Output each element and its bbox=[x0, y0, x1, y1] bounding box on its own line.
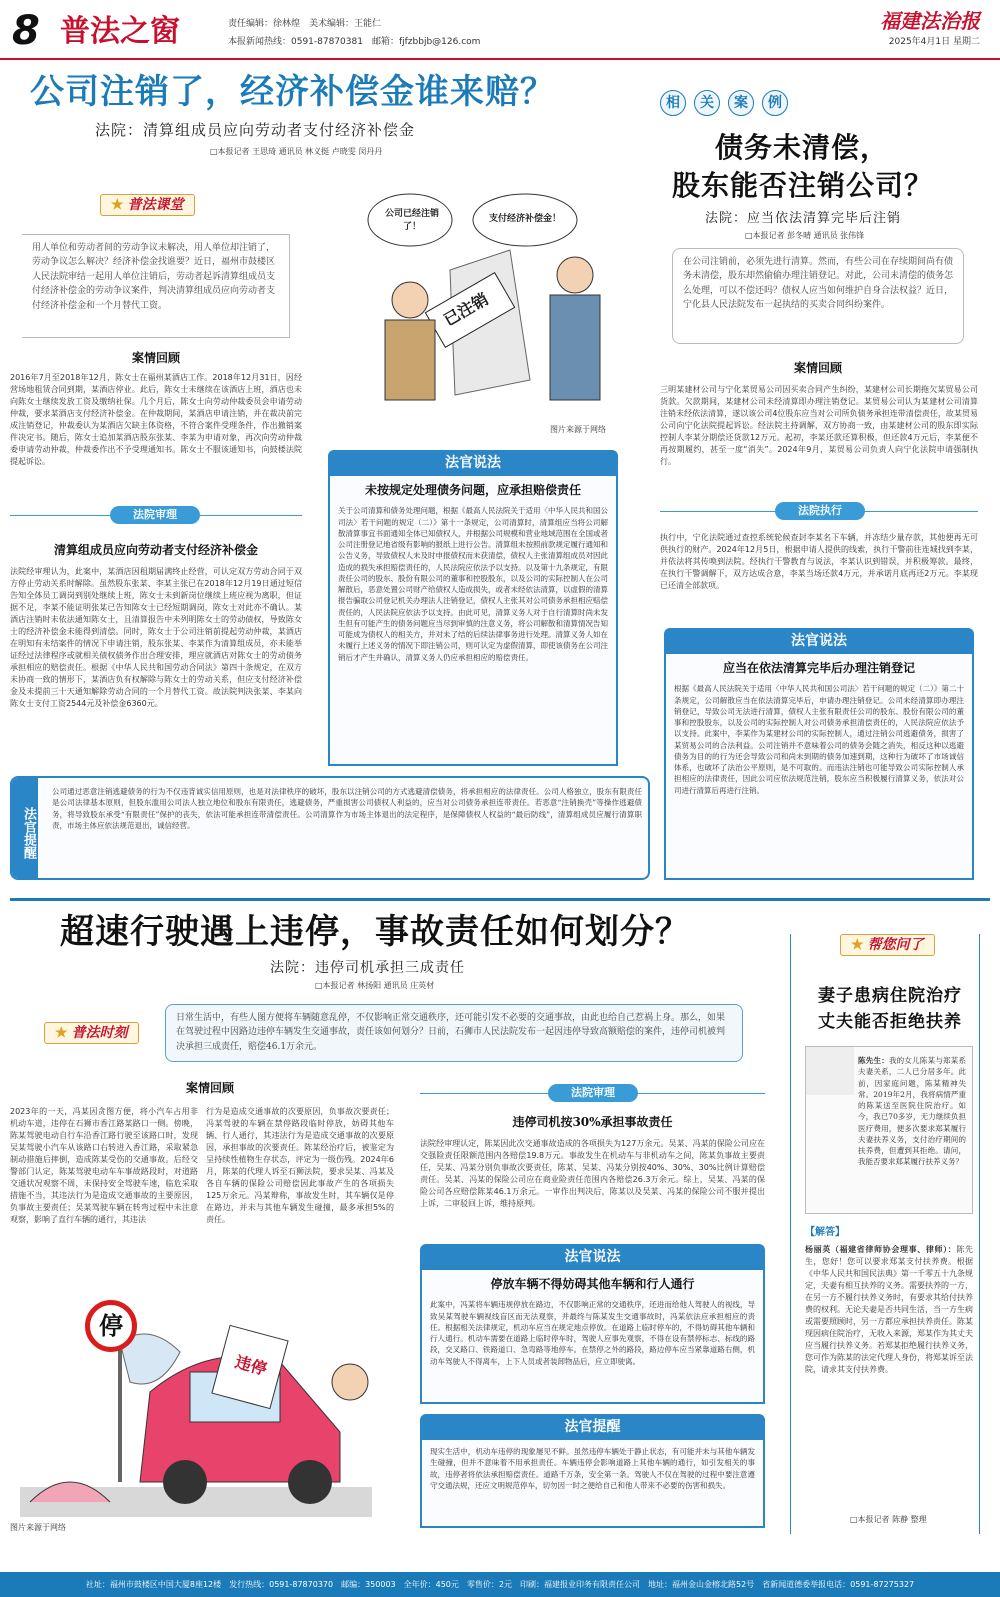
article1-image-caption: 图片来源于网络 bbox=[550, 425, 606, 434]
article2-judge-band: 法官说法 bbox=[420, 1244, 765, 1270]
article2-remind-band: 法官提醒 bbox=[420, 1414, 765, 1440]
help-answer-wrap bbox=[805, 1244, 973, 1509]
cases-exec-pill: 法院执行 bbox=[775, 502, 865, 520]
newspaper-logo: 福建法治报 bbox=[880, 9, 980, 33]
reminder1-text: 公司通过恶意注销逃避债务的行为不仅违背诚实信用原则，也是对法律秩序的破坏，股东以注销公司的方式逃避清偿债务，将承担相应的法律责任。公司人格独立，股东有限责任是公司法律基本原则，但股东滥用公司法人独立地位和股东有限责任，逃避债务，严重损害公司债权人利益的，应当对公司债务承担连带责任。若恶意“注销换壳”等操作逃避债务，将导致股东承受“有限责任”保护的丧失，依法可能承担连带清偿责任。公司清算作为市场主体退出的法定程序，是保障债权人权益的“最后防线”，清算组成员应履行清算职责，市场主体应依法规范退出，诚信经营。 bbox=[52, 787, 642, 830]
bubble-left: 公司已经注销了！ bbox=[384, 209, 439, 233]
footer: 社址：福州市鼓楼区中国大厦8座12楼 发行热线：0591-87870370 邮编：350003 全年价：450元 零售价：2元 印刷：福建报业印务有限责任公司 地址：福州金山金榕北路52号 省新闻道德委举报电话：0591-87275327 bbox=[0, 1572, 1000, 1597]
article2-remind-box bbox=[420, 1440, 765, 1528]
article2-trial-title: 违停司机按30%承担事故责任 bbox=[512, 1115, 673, 1129]
question-figure bbox=[806, 1047, 854, 1095]
article1-case-text: 2016年7月至2018年12月，陈女士在福州某酒店工作。2018年12月31日，因经营场地租赁合同到期，某酒店停业。此后，陈女士未继续在该酒店上班，酒店也未向陈女士继续发放工资及缴纳社保。几个月后，陈女士向劳动仲裁委员会申请劳动仲裁，要求某酒店支付经济补偿金。在仲裁期间，某酒店申请注销，并在裁决前完成注销登记，仲裁委认为某酒店欠缺主体资格，不符合案件受理条件，作出撤销案件决定书。随后，陈女士追加某酒店股东张某、李某为申请对象，再次向劳动仲裁委申请劳动仲裁，仲裁委作出不予受理通知书。陈女士不服该通知书，向鼓楼法院提起诉讼。 bbox=[10, 373, 302, 466]
article2-trial-text: 法院经审理认定，陈某因此次交通事故造成的各项损失为127万余元。吴某、冯某的保险公司应在交强险责任限额范围内各赔偿19.8万元。事故发生在机动车与非机动车之间，陈某负事故主要责任，吴某、冯某分别负事故次要责任，陈某、吴某、冯某分别按40%、30%、30%比例计算赔偿责任。吴某、冯某的保险公司应在商业险责任范围内各赔偿26.3万余元。综上，吴某、冯某的保险公司各应赔偿陈某46.1万余元。一审作出判决后，陈某以及吴某、冯某的保险公司不服并提出上诉，二审驳回上诉，维持原判。 bbox=[420, 1139, 765, 1208]
article2-image-caption: 图片来源于网络 bbox=[10, 1523, 66, 1532]
article1-judge-text: 关于公司清算和债务处理问题，根据《最高人民法院关于适用〈中华人民共和国公司法〉若干问题的规定（二）》第十一条规定，公司清算时，清算组应当将公司解散清算事宜书面通知全体已知债权人，并根据公司规模和营业地域范围在全国或者公司注册登记地省级有影响的报纸上进行公告。清算组未按照前款规定履行通知和公告义务，导致债权人未及时申报债权而未获清偿，债权人主张清算组成员对因此造成的损失承担赔偿责任的，人民法院应依法予以支持。以及第十九条规定，有限责任公司的股东、股份有限公司的董事和控股股东，以及公司的实际控制人在公司解散后，恶意处置公司财产给债权人造成损失，或者未经依法清算，以虚假的清算报告骗取公司登记机关办理法人注销登记，债权人主张其对公司债务承担相应赔偿责任的，人民法院应依法予以支持。由此可见，清算义务人对于自行清算时尚未发生但有可能产生的债务问题应当尽到审慎的注意义务，将公司解散和清算情况告知可能成为债权人的相关方，并对未了结的后续法律事务进行处理。清算义务人如在未履行上述义务的情况下即注销公司，则可认定为虚假清算，即使该债务在公司注销后才产生并确认，清算义务人仍应承担相应的赔偿责任。 bbox=[338, 506, 608, 662]
issue-date: 2025年4月1日 星期二 bbox=[888, 37, 980, 47]
page-number: 8 bbox=[12, 8, 40, 54]
article1-tag: ★ 普法课堂 bbox=[100, 194, 195, 216]
cases-char-2: 关 bbox=[694, 90, 720, 116]
article2-judge-text: 此案中，冯某将车辆违规停放在路边，不仅影响正常的交通秩序，还进而给他人驾驶人的视线，导致吴某驾驶车辆视线盲区而无法观察，并最终与陈某发生交通事故时，冯某依法应承担相应的责任。根据相关法律规定，机动车应当在规定地点停放。在道路上临时停车的，不得妨碍其他车辆和行人通行。机动车需要在道路上临时停车时，驾驶人应事先观察，不得在设有禁停标志、标线的路段，交叉路口、铁路道口、急弯路等地停车。在禁停之外的路段，路边停车应当紧靠道路右侧，机动车驾驶人不得离车，上下人员或者装卸物品后，应立即驶离。 bbox=[430, 1300, 755, 1366]
contact-line: 本报新闻热线：0591-87870381 邮箱：fjfzbbjb@126.com bbox=[228, 37, 481, 47]
article2-case-title: 案情回顾 bbox=[185, 1081, 234, 1095]
cases-case-text: 三明某建材公司与宁化某贸易公司因买卖合同产生纠纷，某建材公司长期拖欠某贸易公司货款。欠款期间，某建材公司未经清算即办理注销登记。某贸易公司认为某建材公司清算注销未经依法清算，遂以该公司4位股东应当对公司所负债务承担连带清偿责任，故某贸易公司向宁化法院提起诉讼。经法院主持调解，双方协商一致，由某建材公司的股东即实际控制人李某分期偿还货款12万元。起初，李某还款还算积极，但还款4万元后，李某便不再按期履约，甚至一度“消失”。2024年9月，某贸易公司负责人向宁化法院申请强制执行。 bbox=[660, 385, 978, 466]
article1-judge-box bbox=[328, 476, 618, 766]
article1-trial-pill: 法院审理 bbox=[110, 506, 200, 524]
help-byline: □本报记者 陈静 整理 bbox=[850, 1515, 927, 1524]
cases-char-3: 案 bbox=[728, 90, 754, 116]
cases-case-title: 案情回顾 bbox=[793, 361, 842, 375]
help-tag: ★ 帮您问了 bbox=[840, 934, 935, 956]
article2-subheadline: 法院：违停司机承担三成责任 bbox=[270, 960, 465, 976]
cases-intro: 在公司注销前，必须先进行清算。然而，有些公司在存续期间尚有债务未清偿，股东却然偷偷办理注销登记。对此，公司未清偿的债务怎么处理，可以不偿还吗？债权人应当如何维护自身合法权益？近日，宁化县人民法院发布一起执结的买卖合同纠纷案件。 bbox=[672, 248, 964, 344]
related-cases-label bbox=[660, 90, 796, 116]
article2-intro: 日常生活中，有些人图方便将车辆随意乱停，不仅影响正常交通秩序，还可能引发不必要的交通事故，由此也给自己惹祸上身。那么，如果在驾驶过程中因路边违停车辆发生交通事故，责任该如何划分？日前，石狮市人民法院发布一起因违停导致高额赔偿的案件，违停司机被判决承担三成责任，赔偿46.1万余元。 bbox=[165, 1004, 743, 1062]
help-question-box bbox=[805, 1046, 973, 1214]
article1-case-title: 案情回顾 bbox=[131, 351, 180, 365]
cases-char-1: 相 bbox=[660, 90, 686, 116]
help-answer-name: 杨丽英（福建省律师协会理事、律师）： bbox=[805, 1245, 957, 1254]
article2-illustration bbox=[10, 1282, 382, 1518]
cases-judge-box bbox=[664, 654, 974, 880]
article1-judge-band: 法官说法 bbox=[328, 450, 618, 476]
help-answer-label: 【解答】 bbox=[805, 1227, 845, 1238]
cases-headline-2: 股东能否注销公司？ bbox=[672, 169, 934, 202]
article1-headline: 公司注销了，经济补偿金谁来赔？ bbox=[30, 72, 555, 112]
cases-exec-text: 执行中，宁化法院通过查控系统轮候查封李某名下车辆，并冻结少量存款，其他便再无可供执行的财产。2024年12月5日，根据申请人提供的线索，执行干警前往连城找到李某，并依法将其传唤到法院。经执行干警教育与说法，李某认识到错误，并积极筹款。最终，在执行干警调解下，双方达成合意，李某当场还款4万元，并承诺月底再还2万元。李某现已还清全部款项。 bbox=[660, 533, 978, 590]
section-name: 普法之窗 bbox=[60, 14, 180, 49]
help-answer: 陈先生，您好！您可以要求郑某支付扶养费。根据《中华人民共和国民法典》第一千零五十九条规定，夫妻有相互扶养的义务。需要扶养的一方，在另一方不履行扶养义务时，有要求其给付扶养费的权利。无论夫妻是否共同生活，当一方生病或需要照顾时，另一方都应承担扶养责任。陈某现因病住院治疗，无收入来源，郑某作为其丈夫应当履行扶养义务。若郑某拒绝履行扶养义务，您可作为陈某的法定代理人身份，将郑某诉至法院，请求其支付扶养费。 bbox=[805, 1245, 973, 1374]
article1-trial-text: 法院经审理认为，此案中，某酒店因租期届满终止经营，可认定双方劳动合同于双方停止劳动关系时解除。虽然股东张某、李某主张已在2018年12月19日通过短信告知全体员工调岗到别处继续上班，陈女士未到新岗位继续上班应视为离职，但证据不足，李某不能证明张某已告知陈女士已经短期调岗，陈女士对此亦不确认。某酒店注销时未依法通知陈女士，且清算报告中未列明陈女士的劳动债权，导致陈女士的经济补偿金未能得到清偿。同时，陈女士于公司注销前提起劳动仲裁，某酒店在明知有未结案件的情况下申请注销，股东张某、李某作为清算组成员，亦未能举证经过法律程序或就相关债权债务作出合理安排，理应就酒店对陈女士的劳动债务承担相应的赔偿责任。根据《中华人民共和国劳动合同法》第四十条规定，在双方未协商一致的情形下，某酒店负有权解除与陈女士的劳动关系，但应支付经济补偿金及未提前三十天通知解除劳动合同的一个月替代工资。故法院判决张某、李某向陈女士支付工资2544元及补偿金6360元。 bbox=[10, 567, 302, 708]
article2-byline: □本报记者 林扬阳 通讯员 庄英材 bbox=[315, 981, 435, 990]
cases-judge-text: 根据《最高人民法院关于适用〈中华人民共和国公司法〉若干问题的规定（二）》第二十条规定，公司解散应当在依法清算完毕后，申请办理注销登记。公司未经清算即办理注销登记，导致公司无法进行清算，债权人主张有限责任公司的股东、股份有限公司的董事和控股股东，以及公司的实际控制人对公司债务承担清偿责任的，人民法院应依法予以支持。此案中，李某作为某建材公司的实际控制人，通过注销公司逃避债务，损害了某贸易公司的合法利益。公司注销并不意味着公司的债务会随之消失，相反这种以逃避债务为目的的行为还会导致公司和尚未到期的债务加速到期，这种行为破坏了市场诚信体系，也破坏了法治公平原则，是不可取的。而违法注销也可能导致公司实际控制人承担相应的法律责任，因此公司应依法规范注销，股东应当积极履行清算义务，依法对公司进行清算后再进行注销。 bbox=[674, 684, 964, 795]
editors-line: 责任编辑：徐林煌 美术编辑：王能仁 bbox=[228, 19, 382, 29]
cancelled-sign: 已注销 bbox=[440, 289, 492, 330]
cases-judge-band: 法官说法 bbox=[664, 628, 974, 654]
article2-judge-box bbox=[420, 1270, 765, 1404]
article2-case-text-col1: 2023年的一天，冯某因贪图方便，将小汽车占用非机动车道，违停在石狮市香江路某路口一侧。傍晚，陈某驾驶电动自行车沿香江路行驶至该路口时，发现吴某驾驶小汽车从该路口右转进入香江路，采取紧急制动措施后摔倒，造成陈某受伤的交通事故。后经交警部门认定，陈某驾驶电动车车事故路段时，对道路交通状况观察不周，未保持安全驾驶车速，临危采取措施不当，其违法行为是造成交通事故的主要原因，负事故主要责任；吴某驾驶车辆在转弯过程中未注意观察，影响了直行车辆的通行，其违法 bbox=[10, 1107, 198, 1224]
article1-illustration bbox=[360, 180, 630, 420]
cases-judge-title: 应当在依法清算完毕后办理注销登记 bbox=[722, 661, 915, 675]
reminder1-label: 法官提醒 bbox=[12, 778, 38, 878]
parking-ticket: 违停 bbox=[233, 1352, 269, 1379]
article2-trial-pill: 法院审理 bbox=[548, 1084, 638, 1102]
bubble-right: 支付经济补偿金！ bbox=[488, 214, 561, 224]
cases-subheadline: 法院：应当依法清算完毕后注销 bbox=[705, 211, 902, 226]
article1-trial-title: 清算组成员应向劳动者支付经济补偿金 bbox=[53, 543, 258, 557]
help-headline-1: 妻子患病住院治疗 bbox=[818, 986, 962, 1006]
article2-headline: 超速行驶遇上违停，事故责任如何划分？ bbox=[60, 912, 690, 952]
article1-byline: □本报记者 王思琦 通讯员 林义挺 卢晓雯 闵丹丹 bbox=[210, 147, 383, 156]
article1-judge-title: 未按规定处理债务问题，应承担赔偿责任 bbox=[364, 483, 581, 497]
reminder1-box bbox=[10, 776, 650, 880]
article1-intro: 用人单位和劳动者间的劳动争议未解决，用人单位却注销了，劳动争议怎么解决？经济补偿金找谁要？近日，福州市鼓楼区人民法院审结一起用人单位注销后，劳动者起诉清算组成员支付经济补偿金的劳动争议案件，判决清算组成员应向劳动者支付经济补偿金和一个月替代工资。 bbox=[22, 234, 290, 338]
section-divider bbox=[10, 898, 990, 901]
cases-byline: □本报记者 彭冬晴 通讯员 张伟锋 bbox=[745, 231, 865, 240]
no-parking-sign: 停 bbox=[85, 1300, 137, 1352]
article2-judge-title: 停放车辆不得妨碍其他车辆和行人通行 bbox=[490, 1277, 695, 1291]
cases-headline-1: 债务未清偿， bbox=[715, 131, 890, 164]
masthead bbox=[0, 0, 1000, 60]
article2-remind-text: 现实生活中，机动车违停的现象屡见不鲜。虽然违停车辆处于静止状态，有可能并未与其他车辆发生碰撞，但并不意味着不用承担责任。车辆违停会影响道路上其他车辆的通行，如引发相关的事故，违停者将依法承担赔偿责任。道路千万条，安全第一条。驾驶人不仅在驾驶的过程中要注意遵守交通法规，还应文明规范停车，切勿因一时之便给自己和他人带来不必要的伤害和损失。 bbox=[430, 1447, 755, 1490]
help-headline-2: 丈夫能否拒绝扶养 bbox=[818, 1012, 962, 1032]
article2-case-text-col2: 行为是造成交通事故的次要原因，负事故次要责任；冯某驾驶的车辆在禁停路段临时停放，妨碍其他车辆、行人通行，其违法行为是造成交通事故的次要原因，承担事故的次要责任。陈某经治疗后，被鉴定为呈持续性植物生存状态，评定为一级伤残。2024年6月，陈某的代理人诉至石狮法院，要求吴某、冯某及各自车辆的保险公司赔偿因此事故产生的各项损失125万余元。冯某辩称，事故发生时，其车辆仅是停在路边，并未与其他车辆发生碰撞，最多承担5%的责任。 bbox=[206, 1107, 394, 1224]
help-question-name: 陈先生： bbox=[858, 1056, 889, 1065]
help-question: 我的女儿陈某与郑某系夫妻关系，二人已分居多年。此前，因家庭问题，陈某精神失常。2019年2月，我将病情严重的陈某送至医院住院治疗。如今，我已70多岁，无力继续负担医疗费用，便多次要求郑某履行夫妻扶养义务，支付治疗期间的扶养费，但遭到其拒绝。请问，我能否要求郑某履行扶养义务？ bbox=[858, 1056, 967, 1167]
article1-subheadline: 法院：清算组成员应向劳动者支付经济补偿金 bbox=[95, 121, 416, 139]
article2-tag: ★ 普法时刻 bbox=[44, 1022, 139, 1044]
cases-char-4: 例 bbox=[762, 90, 788, 116]
